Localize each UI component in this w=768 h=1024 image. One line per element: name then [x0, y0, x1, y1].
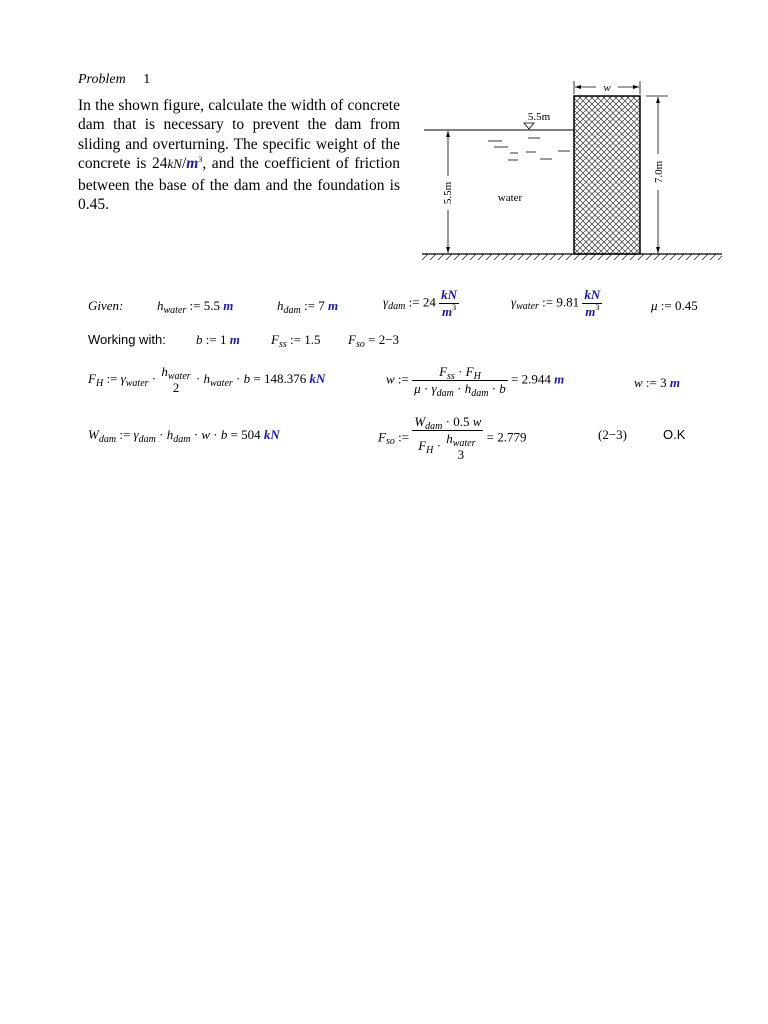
- problem-title: [78, 72, 150, 88]
- water-dashes: [488, 138, 570, 160]
- working-b: b := 1 m: [196, 332, 240, 347]
- given-mu: μ := 0.45: [651, 298, 698, 313]
- working-label: Working with:: [88, 332, 166, 347]
- wdam-equation: $W_{dam}$ := $\gamma_{dam} \cdot h_{dam} \cdot w \cdot b = 504$ kN: [88, 427, 280, 445]
- fso-equation: $F_{so}$ := $W_{dam} \cdot 0.5$ w $F_H$ · $h_{water}$ 3 = 2.779: [378, 414, 527, 462]
- problem-label: Problem: [78, 72, 126, 87]
- working-fss: $F_{ss}$ := 1.5: [271, 332, 321, 350]
- working-fso: $F_{so} = 2-3$: [348, 332, 400, 350]
- given-label: Given:: [88, 298, 124, 313]
- wdam-result: 504: [241, 427, 261, 442]
- w-equation: w := $\frac{F_{ss} \cdot F_H}{\mu \cdot \gamma_{dam} \cdot h_{dam} \cdot b}$ = 2.944 m: [386, 364, 565, 399]
- given-gamma-dam: $\gamma_{dam}$ := 24 $\frac{kN}{m^3}$: [383, 287, 457, 319]
- dam-diagram: [418, 74, 728, 266]
- fh-result: 148.376: [263, 370, 307, 386]
- water-top-label: 5.5m: [527, 111, 551, 123]
- fso-status: O.K: [663, 427, 686, 442]
- fh-equation: $F_H$ := $\gamma_{water}$ · $h_{water}$ 2 · $h_{water} \cdot b = 148.376$ kN: [88, 364, 326, 395]
- width-label: w: [603, 82, 611, 94]
- given-gamma-water: $\gamma_{water}$ := 9.81 $\frac{kN}{m^3}$: [511, 287, 601, 319]
- free-surface-marker: [524, 123, 534, 129]
- problem-statement: In the shown figure, calculate the width of concrete dam that is necessary to prevent the dam from sliding and overturning. The specific weight of the concrete is $24kN/m^3$, and the coefficient of friction between the base of the dam and the foundation is 0.45.: [78, 97, 400, 214]
- given-h-water: $h_{water}$ := 5.5 m: [157, 298, 234, 316]
- water-depth-label: 5.5m: [442, 181, 454, 205]
- given-h-dam: $h_{dam}$ := 7 m: [277, 298, 339, 316]
- dam-body: [574, 96, 640, 254]
- dam-height-label: 7.0m: [653, 160, 665, 184]
- w-chosen: w := 3 m: [634, 375, 680, 390]
- fso-result: 2.779: [497, 429, 527, 445]
- fso-range: (2−3): [598, 427, 627, 442]
- ground-hatch: [422, 254, 722, 260]
- w-result: 2.944: [521, 371, 551, 387]
- water-label: water: [497, 192, 523, 204]
- problem-number: 1: [143, 72, 151, 87]
